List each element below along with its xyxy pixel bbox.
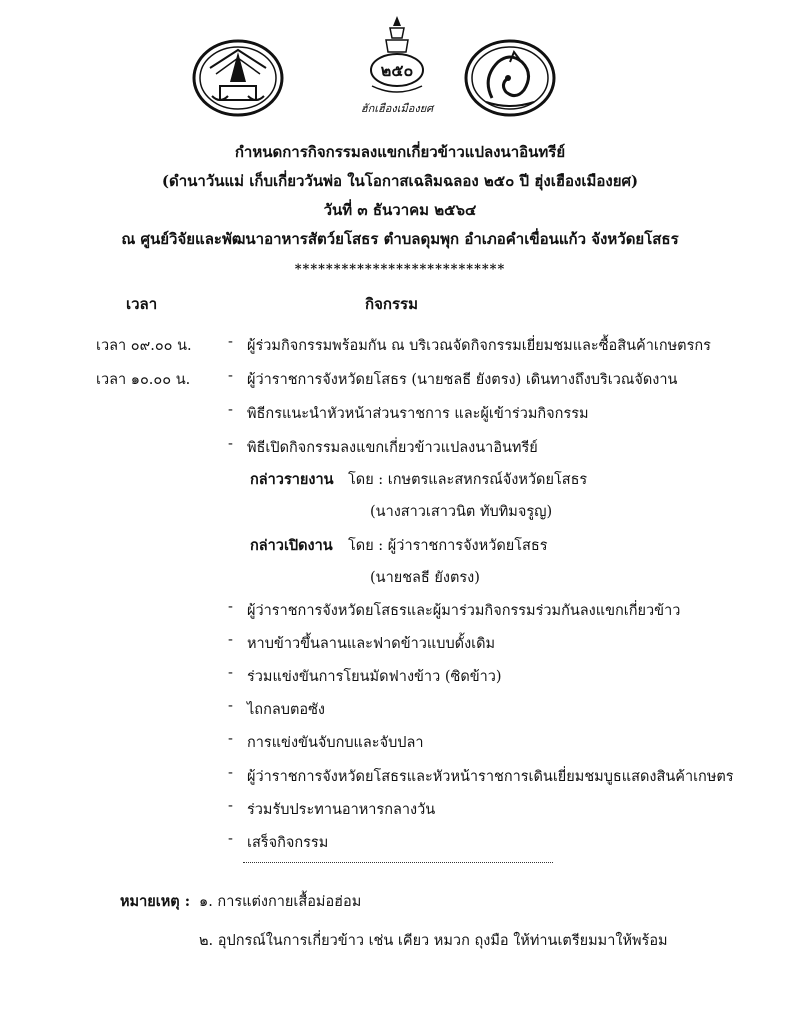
activity-text: ผู้ว่าราชการจังหวัดยโสธรและหัวหน้าราชการเดินเยี่ยมชมบูธแสดงสินค้าเกษตร [247, 769, 734, 785]
open-by: โดย : ผู้ว่าราชการจังหวัดยโสธร [348, 538, 548, 554]
doc-title: กำหนดการกิจกรรมลงแขกเกี่ยวข้าวแปลงนาอินทรีย์ [234, 143, 566, 161]
naga-seal-icon [462, 38, 558, 118]
bullet-dash: - [228, 334, 233, 350]
activity-text: ไถกลบตอซัง [247, 702, 325, 718]
column-time-heading: เวลา [126, 295, 158, 313]
dotted-divider [243, 862, 553, 863]
schedule-time: เวลา ๑๐.๐๐ น. [96, 372, 191, 388]
schedule-text: พิธีกรแนะนำหัวหน้าส่วนราชการ และผู้เข้าร่วมกิจกรรม [247, 406, 589, 422]
bullet-dash: - [228, 368, 233, 384]
schedule-text: พิธีเปิดกิจกรรมลงแขกเกี่ยวข้าวแปลงนาอินทรีย์ [247, 440, 538, 456]
doc-subtitle: (ดำนาวันแม่ เก็บเกี่ยววันพ่อ ในโอกาสเฉลิมฉลอง ๒๕๐ ปี ฮุ่งเฮืองเมืองยศ) [161, 172, 639, 190]
activity-text: เสร็จกิจกรรม [247, 835, 329, 851]
province-seal-icon [190, 38, 286, 118]
column-activity-heading: กิจกรรม [365, 295, 418, 313]
schedule-text: ผู้ร่วมกิจกรรมพร้อมกัน ณ บริเวณจัดกิจกรรมเยี่ยมชมและซื้อสินค้าเกษตรกร [247, 338, 711, 354]
bullet-dash: - [228, 831, 233, 847]
bullet-dash: - [228, 765, 233, 781]
bullet-dash: - [228, 402, 233, 418]
bullet-dash: - [228, 599, 233, 615]
bullet-dash: - [228, 698, 233, 714]
royal-emblem-icon [352, 12, 442, 120]
doc-venue: ณ ศูนย์วิจัยและพัฒนาอาหารสัตว์ยโสธร ตำบลดุมพุก อำเภอคำเขื่อนแก้ว จังหวัดยโสธร [121, 230, 679, 248]
activity-text: หาบข้าวขึ้นลานและฟาดข้าวแบบดั้งเดิม [247, 636, 496, 652]
doc-date: วันที่ ๓ ธันวาคม ๒๕๖๔ [323, 201, 477, 219]
activity-text: ร่วมรับประทานอาหารกลางวัน [247, 802, 436, 818]
report-by: โดย : เกษตรและสหกรณ์จังหวัดยโสธร [348, 472, 588, 488]
svg-text:๒๕๐: ๒๕๐ [380, 61, 414, 80]
bullet-dash: - [228, 731, 233, 747]
notes-label: หมายเหตุ : [120, 893, 191, 910]
bullet-dash: - [228, 798, 233, 814]
activity-text: การแข่งขันจับกบและจับปลา [247, 735, 424, 751]
note-item-2: ๒. อุปกรณ์ในการเกี่ยวข้าว เช่น เคียว หมวก ถุงมือ ให้ท่านเตรียมมาให้พร้อม [199, 933, 668, 949]
schedule-text: ผู้ว่าราชการจังหวัดยโสธร (นายชลธี ยังตรง) เดินทางถึงบริเวณจัดงาน [247, 372, 678, 388]
open-label: กล่าวเปิดงาน [250, 537, 333, 554]
activity-text: ผู้ว่าราชการจังหวัดยโสธรและผู้มาร่วมกิจกรรมร่วมกันลงแขกเกี่ยวข้าว [247, 603, 681, 619]
emblem-caption: ฮักเฮืองเมืองยศ [360, 102, 434, 115]
schedule-time: เวลา ๐๙.๐๐ น. [96, 338, 192, 354]
report-label: กล่าวรายงาน [250, 471, 334, 488]
divider-stars: *************************** [294, 262, 506, 277]
note-item-1: ๑. การแต่งกายเสื้อม่อฮ่อม [199, 894, 362, 910]
bullet-dash: - [228, 632, 233, 648]
bullet-dash: - [228, 436, 233, 452]
report-name: (นางสาวเสาวนิต ทับทิมจรูญ) [370, 504, 553, 520]
bullet-dash: - [228, 665, 233, 681]
open-name: (นายชลธี ยังตรง) [370, 570, 480, 586]
activity-text: ร่วมแข่งขันการโยนมัดฟางข้าว (ซิดข้าว) [247, 669, 502, 685]
